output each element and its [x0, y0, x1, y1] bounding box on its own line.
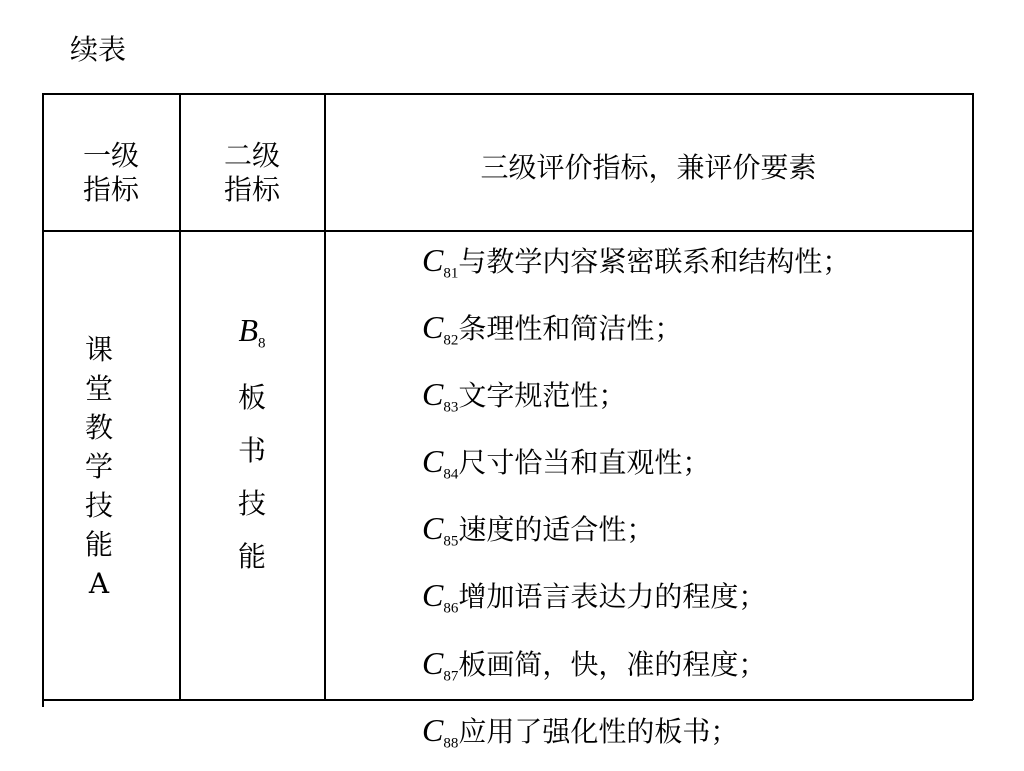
criteria-item	[422, 502, 850, 569]
table-border-top	[42, 93, 973, 95]
criteria-code-letter: C	[422, 443, 444, 480]
criteria-item	[422, 435, 850, 502]
criteria-item	[422, 234, 850, 301]
criteria-code-subscript: 82	[443, 332, 459, 349]
header-level1-line1: 一级	[82, 139, 139, 172]
criteria-text: 与教学内容紧密联系和结构性；	[458, 245, 851, 278]
level2-char: 能	[237, 539, 266, 573]
criteria-code-letter: C	[422, 510, 444, 547]
header-level2-line2: 指标	[223, 173, 280, 206]
level2-char: 技	[237, 486, 266, 520]
table-border-right	[972, 93, 974, 700]
level2-code-letter: B	[238, 312, 259, 348]
criteria-code-subscript: 85	[443, 533, 459, 550]
level2-char: 板	[237, 380, 266, 414]
header-level2	[180, 139, 324, 207]
criteria-code-subscript: 83	[443, 399, 459, 416]
criteria-code-subscript: 81	[443, 265, 459, 282]
criteria-text: 条理性和简洁性；	[458, 312, 683, 346]
criteria-code-letter: C	[422, 309, 444, 346]
criteria-item	[422, 368, 850, 435]
header-level1-line2: 指标	[82, 173, 139, 206]
level2-code-subscript: 8	[258, 335, 266, 352]
criteria-item	[422, 704, 850, 771]
criteria-code-letter: C	[422, 376, 444, 413]
criteria-code-letter: C	[422, 711, 444, 748]
header-level3: 三级评价指标，兼评价要素	[480, 151, 817, 184]
criteria-list	[422, 234, 850, 771]
criteria-text: 速度的适合性；	[458, 513, 655, 547]
header-level1	[43, 139, 179, 207]
criteria-text: 应用了强化性的板书；	[458, 714, 739, 748]
level2-indicator	[180, 304, 324, 583]
table-caption: 续表	[70, 33, 127, 66]
level2-indicator-text	[180, 371, 324, 583]
header-level2-line1: 二级	[223, 139, 280, 172]
criteria-code-subscript: 86	[443, 601, 459, 618]
criteria-code-letter: C	[422, 644, 444, 681]
level2-char: 书	[237, 433, 266, 467]
criteria-text: 增加语言表达力的程度；	[458, 580, 767, 614]
criteria-text: 尺寸恰当和直观性；	[458, 446, 711, 480]
criteria-code-subscript: 84	[443, 466, 459, 483]
criteria-code-subscript: 87	[443, 668, 459, 685]
criteria-item	[422, 569, 850, 636]
criteria-item	[422, 637, 850, 704]
table-header-divider	[42, 230, 973, 232]
criteria-text: 板画简，快，准的程度；	[458, 647, 767, 681]
criteria-code-letter: C	[422, 242, 444, 278]
criteria-text: 文字规范性；	[458, 379, 627, 413]
level1-indicator-text: 课堂教学技能A	[85, 333, 114, 600]
level2-indicator-code	[180, 304, 324, 371]
level1-indicator	[43, 330, 155, 603]
criteria-item	[422, 301, 850, 368]
criteria-code-letter: C	[422, 577, 444, 614]
criteria-code-subscript: 88	[443, 735, 459, 752]
